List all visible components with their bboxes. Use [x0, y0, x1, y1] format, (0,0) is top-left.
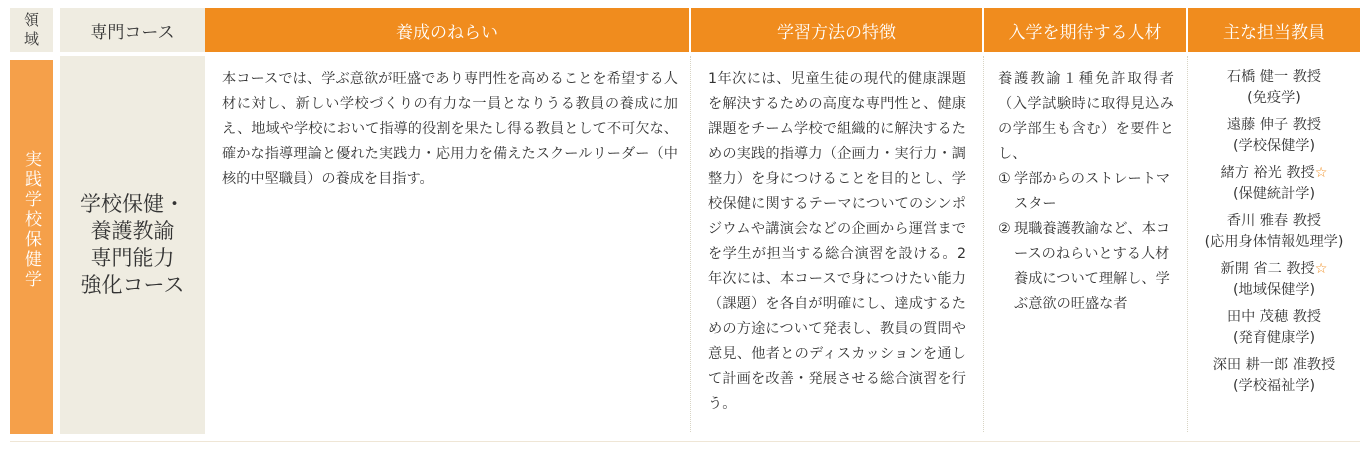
- header-method: 学習方法の特徴: [691, 8, 982, 52]
- header-talent: 入学を期待する人材: [984, 8, 1186, 52]
- star-icon: ☆: [1314, 165, 1328, 181]
- staff-dept: (保健統計学): [1232, 186, 1315, 202]
- staff-dept: (地域保健学): [1232, 282, 1315, 298]
- header-staff: 主な担当教員: [1188, 8, 1360, 52]
- staff-entry: [1188, 259, 1360, 301]
- staff-name-line: [1188, 355, 1360, 376]
- header-field-line1: 領: [23, 11, 39, 29]
- bottom-rule: [10, 441, 1360, 442]
- staff-name-line: [1188, 259, 1360, 280]
- staff-name-line: [1188, 307, 1360, 328]
- staff-dept: (学校保健学): [1232, 138, 1315, 154]
- talent-item-mark: ①: [998, 171, 1011, 187]
- staff-name: 石橋 健一 教授: [1226, 69, 1322, 85]
- course-line: 専門能力: [90, 246, 175, 270]
- staff-entry: [1188, 115, 1360, 157]
- star-icon: ☆: [1314, 261, 1328, 277]
- staff-entry: [1188, 211, 1360, 253]
- staff-list: [1188, 67, 1360, 403]
- staff-name: 香川 雅春 教授: [1226, 213, 1322, 229]
- staff-name: 深田 耕一郎 准教授: [1212, 357, 1336, 373]
- staff-dept: (学校福祉学): [1232, 378, 1315, 394]
- column-divider: [983, 56, 984, 432]
- staff-name: 遠藤 伸子 教授: [1226, 117, 1322, 133]
- course-line: 学校保健・: [80, 192, 185, 216]
- talent-item-text: 学部からのストレートマスター: [1014, 171, 1171, 212]
- staff-entry: [1188, 355, 1360, 397]
- staff-name: 新開 省二 教授: [1220, 261, 1315, 277]
- course-line: 強化コース: [80, 273, 185, 297]
- staff-name: 田中 茂穂 教授: [1226, 309, 1322, 325]
- header-course: 専門コース: [60, 8, 205, 52]
- staff-entry: [1188, 307, 1360, 349]
- header-aim: 養成のねらい: [205, 8, 689, 52]
- talent-intro: 養護教諭１種免許取得者（入学試験時に取得見込みの学部生も含む）を要件とし、: [998, 71, 1174, 162]
- talent-item: [998, 167, 1174, 217]
- course-cell: [60, 56, 205, 434]
- header-field-line2: 域: [23, 30, 39, 48]
- talent-item-text: 現職養護教諭など、本コースのねらいとする人材養成について理解し、学ぶ意欲の旺盛な者: [1014, 221, 1171, 312]
- aim-text: 本コースでは、学ぶ意欲が旺盛であり専門性を高めることを希望する人材に対し、新しい学校づくりの有力な一員となりうる教員の養成に加え、地域や学校において指導的役割を果たし得る教員として不可欠な、確かな指導理論と優れた実践力・応用力を備えたスクールリーダー（中核的中堅職員）の養成を目指す。: [222, 71, 678, 187]
- staff-name-line: [1188, 115, 1360, 136]
- staff-name: 緒方 裕光 教授: [1220, 165, 1315, 181]
- field-label: 実践学校保健学: [21, 150, 41, 290]
- staff-name-line: [1188, 163, 1360, 184]
- course-name: [80, 191, 185, 299]
- column-divider: [690, 56, 691, 432]
- method-text: 1年次には、児童生徒の現代的健康課題を解決するための高度な専門性と、健康課題をチーム学校で組織的に解決するための実践的指導力（企画力・実行力・調整力）を身につけることを目的とし、学校保健に関するテーマについてのシンポジウムや講演会などの企画から運営までを学生が担当する総合演習を設ける。2年次には、本コースで身につけたい能力（課題）を各自が明確にし、達成するための方途について発表し、教員の質問や意見、他者とのディスカッションを通して計画を改善・発展させる総合演習を行う。: [708, 71, 966, 412]
- header-field: [10, 8, 53, 52]
- field-cell: [10, 60, 53, 434]
- staff-dept: (応用身体情報処理学): [1204, 234, 1344, 250]
- course-line: 養護教諭: [90, 219, 175, 243]
- staff-entry: [1188, 67, 1360, 109]
- staff-dept: (発育健康学): [1232, 330, 1315, 346]
- talent-cell: [998, 67, 1174, 317]
- talent-item: [998, 217, 1174, 317]
- staff-entry: [1188, 163, 1360, 205]
- staff-dept: (免疫学): [1247, 90, 1301, 106]
- staff-name-line: [1188, 67, 1360, 88]
- talent-item-mark: ②: [998, 221, 1011, 237]
- staff-name-line: [1188, 211, 1360, 232]
